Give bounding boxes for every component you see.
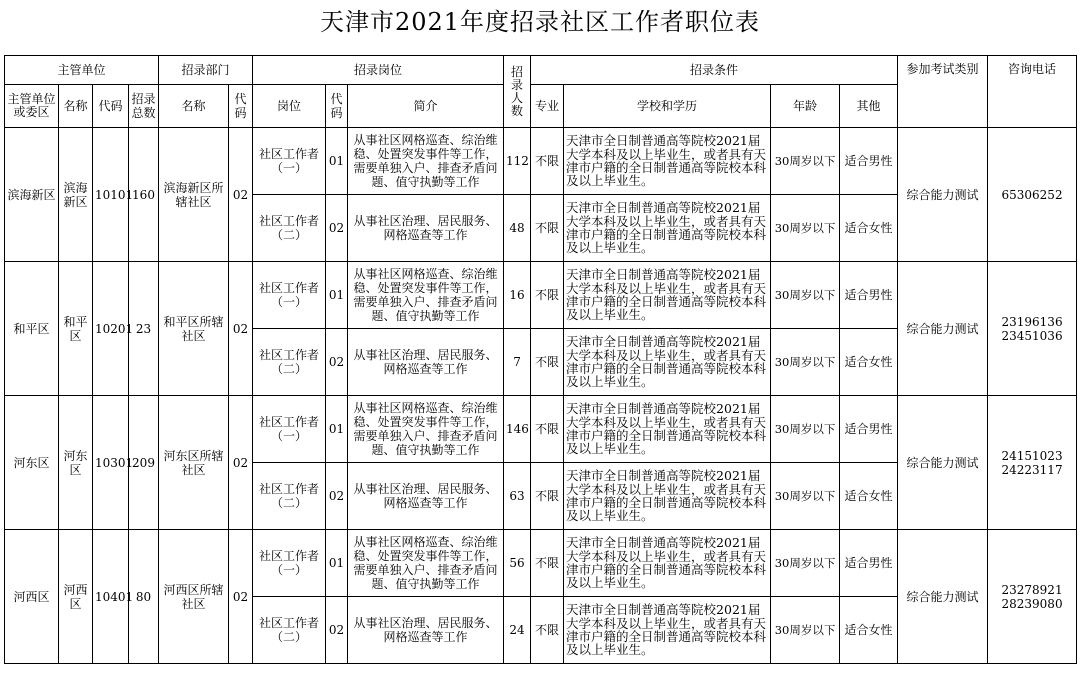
education-cell: 天津市全日制普通高等院校2021届大学本科及以上毕业生，或者具有天津市户籍的全日制普通高等院校本科及以上毕业生。 xyxy=(564,597,771,664)
age-cell: 30周岁以下 xyxy=(771,597,840,664)
post-code-cell: 02 xyxy=(326,597,348,664)
phone-cell: 65306252 xyxy=(988,128,1077,262)
education-cell: 天津市全日制普通高等院校2021届大学本科及以上毕业生，或者具有天津市户籍的全日制普通高等院校本科及以上毕业生。 xyxy=(564,329,771,396)
header-post: 岗位 xyxy=(253,85,326,128)
exam-category-cell: 综合能力测试 xyxy=(898,262,988,396)
header-dept-code: 代码 xyxy=(229,85,253,128)
dept-name-cell: 和平区所辖社区 xyxy=(159,262,229,396)
district-cell: 河东区 xyxy=(5,396,59,530)
post-cell: 社区工作者（一） xyxy=(253,530,326,597)
post-code-cell: 02 xyxy=(326,329,348,396)
education-cell: 天津市全日制普通高等院校2021届大学本科及以上毕业生，或者具有天津市户籍的全日制普通高等院校本科及以上毕业生。 xyxy=(564,530,771,597)
education-cell: 天津市全日制普通高等院校2021届大学本科及以上毕业生，或者具有天津市户籍的全日制普通高等院校本科及以上毕业生。 xyxy=(564,396,771,463)
age-cell: 30周岁以下 xyxy=(771,530,840,597)
phone-cell: 24151023 24223117 xyxy=(988,396,1077,530)
major-cell: 不限 xyxy=(531,128,564,195)
unit-name-cell: 河东区 xyxy=(59,396,93,530)
age-cell: 30周岁以下 xyxy=(771,128,840,195)
major-cell: 不限 xyxy=(531,597,564,664)
exam-category-cell: 综合能力测试 xyxy=(898,128,988,262)
education-cell: 天津市全日制普通高等院校2021届大学本科及以上毕业生，或者具有天津市户籍的全日制普通高等院校本科及以上毕业生。 xyxy=(564,463,771,530)
table-row xyxy=(5,530,1077,597)
post-cell: 社区工作者（一） xyxy=(253,396,326,463)
post-code-cell: 02 xyxy=(326,195,348,262)
count-cell: 48 xyxy=(504,195,531,262)
intro-cell: 从事社区治理、居民服务、网格巡查等工作 xyxy=(348,597,504,664)
dept-code-cell: 02 xyxy=(229,262,253,396)
intro-cell: 从事社区网格巡查、综治维稳、处置突发事件等工作，需要单独入户、排查矛盾问题、值守执勤等工作 xyxy=(348,530,504,597)
phone-cell: 23278921 28239080 xyxy=(988,530,1077,664)
post-code-cell: 01 xyxy=(326,128,348,195)
intro-cell: 从事社区治理、居民服务、网格巡查等工作 xyxy=(348,195,504,262)
district-cell: 河西区 xyxy=(5,530,59,664)
header-dept-name: 名称 xyxy=(159,85,229,128)
other-cell: 适合女性 xyxy=(840,463,898,530)
count-cell: 56 xyxy=(504,530,531,597)
header-age: 年龄 xyxy=(771,85,840,128)
post-cell: 社区工作者（二） xyxy=(253,329,326,396)
other-cell: 适合女性 xyxy=(840,195,898,262)
header-unit-code: 代码 xyxy=(93,85,129,128)
header-major: 专业 xyxy=(531,85,564,128)
total-cell: 23 xyxy=(129,262,159,396)
dept-code-cell: 02 xyxy=(229,530,253,664)
age-cell: 30周岁以下 xyxy=(771,463,840,530)
header-recruit-count: 招录人数 xyxy=(504,56,531,128)
unit-code-cell: 10201 xyxy=(93,262,129,396)
other-cell: 适合女性 xyxy=(840,329,898,396)
unit-code-cell: 10401 xyxy=(93,530,129,664)
table-row xyxy=(5,128,1077,195)
header-intro: 简介 xyxy=(348,85,504,128)
intro-cell: 从事社区治理、居民服务、网格巡查等工作 xyxy=(348,329,504,396)
education-cell: 天津市全日制普通高等院校2021届大学本科及以上毕业生，或者具有天津市户籍的全日制普通高等院校本科及以上毕业生。 xyxy=(564,128,771,195)
total-cell: 160 xyxy=(129,128,159,262)
post-cell: 社区工作者（一） xyxy=(253,128,326,195)
header-exam-category: 参加考试类别 xyxy=(898,56,988,128)
table-row xyxy=(5,396,1077,463)
major-cell: 不限 xyxy=(531,262,564,329)
district-cell: 滨海新区 xyxy=(5,128,59,262)
header-school: 学校和学历 xyxy=(564,85,771,128)
post-cell: 社区工作者（二） xyxy=(253,195,326,262)
age-cell: 30周岁以下 xyxy=(771,396,840,463)
header-phone: 咨询电话 xyxy=(988,56,1077,128)
unit-code-cell: 10101 xyxy=(93,128,129,262)
major-cell: 不限 xyxy=(531,396,564,463)
header-recruiting-post: 招录岗位 xyxy=(253,56,504,85)
other-cell: 适合男性 xyxy=(840,262,898,329)
post-code-cell: 01 xyxy=(326,396,348,463)
count-cell: 146 xyxy=(504,396,531,463)
major-cell: 不限 xyxy=(531,530,564,597)
other-cell: 适合男性 xyxy=(840,128,898,195)
table-row xyxy=(5,262,1077,329)
page-title: 天津市2021年度招录社区工作者职位表 xyxy=(319,8,761,36)
major-cell: 不限 xyxy=(531,195,564,262)
unit-name-cell: 滨海新区 xyxy=(59,128,93,262)
intro-cell: 从事社区网格巡查、综治维稳、处置突发事件等工作，需要单独入户、排查矛盾问题、值守执勤等工作 xyxy=(348,396,504,463)
positions-table xyxy=(4,55,1077,664)
exam-category-cell: 综合能力测试 xyxy=(898,530,988,664)
header-unit-name: 名称 xyxy=(59,85,93,128)
count-cell: 7 xyxy=(504,329,531,396)
total-cell: 80 xyxy=(129,530,159,664)
exam-category-cell: 综合能力测试 xyxy=(898,396,988,530)
header-post-code: 代码 xyxy=(326,85,348,128)
dept-code-cell: 02 xyxy=(229,396,253,530)
header-competent-unit: 主管单位 xyxy=(5,56,159,85)
intro-cell: 从事社区网格巡查、综治维稳、处置突发事件等工作，需要单独入户、排查矛盾问题、值守执勤等工作 xyxy=(348,262,504,329)
total-cell: 209 xyxy=(129,396,159,530)
post-code-cell: 01 xyxy=(326,530,348,597)
unit-name-cell: 河西区 xyxy=(59,530,93,664)
age-cell: 30周岁以下 xyxy=(771,262,840,329)
education-cell: 天津市全日制普通高等院校2021届大学本科及以上毕业生，或者具有天津市户籍的全日制普通高等院校本科及以上毕业生。 xyxy=(564,195,771,262)
dept-name-cell: 滨海新区所辖社区 xyxy=(159,128,229,262)
post-cell: 社区工作者（一） xyxy=(253,262,326,329)
header-other: 其他 xyxy=(840,85,898,128)
post-code-cell: 02 xyxy=(326,463,348,530)
other-cell: 适合女性 xyxy=(840,597,898,664)
other-cell: 适合男性 xyxy=(840,530,898,597)
other-cell: 适合男性 xyxy=(840,396,898,463)
header-conditions: 招录条件 xyxy=(531,56,898,85)
major-cell: 不限 xyxy=(531,463,564,530)
count-cell: 63 xyxy=(504,463,531,530)
intro-cell: 从事社区网格巡查、综治维稳、处置突发事件等工作，需要单独入户、排查矛盾问题、值守执勤等工作 xyxy=(348,128,504,195)
age-cell: 30周岁以下 xyxy=(771,195,840,262)
header-total: 招录总数 xyxy=(129,85,159,128)
unit-name-cell: 和平区 xyxy=(59,262,93,396)
age-cell: 30周岁以下 xyxy=(771,329,840,396)
count-cell: 16 xyxy=(504,262,531,329)
count-cell: 112 xyxy=(504,128,531,195)
header-unit-or-district: 主管单位或委区 xyxy=(5,85,59,128)
post-code-cell: 01 xyxy=(326,262,348,329)
post-cell: 社区工作者（二） xyxy=(253,463,326,530)
major-cell: 不限 xyxy=(531,329,564,396)
dept-name-cell: 河东区所辖社区 xyxy=(159,396,229,530)
dept-name-cell: 河西区所辖社区 xyxy=(159,530,229,664)
phone-cell: 23196136 23451036 xyxy=(988,262,1077,396)
district-cell: 和平区 xyxy=(5,262,59,396)
dept-code-cell: 02 xyxy=(229,128,253,262)
intro-cell: 从事社区治理、居民服务、网格巡查等工作 xyxy=(348,463,504,530)
post-cell: 社区工作者（二） xyxy=(253,597,326,664)
count-cell: 24 xyxy=(504,597,531,664)
education-cell: 天津市全日制普通高等院校2021届大学本科及以上毕业生，或者具有天津市户籍的全日制普通高等院校本科及以上毕业生。 xyxy=(564,262,771,329)
unit-code-cell: 10301 xyxy=(93,396,129,530)
header-recruiting-dept: 招录部门 xyxy=(159,56,253,85)
